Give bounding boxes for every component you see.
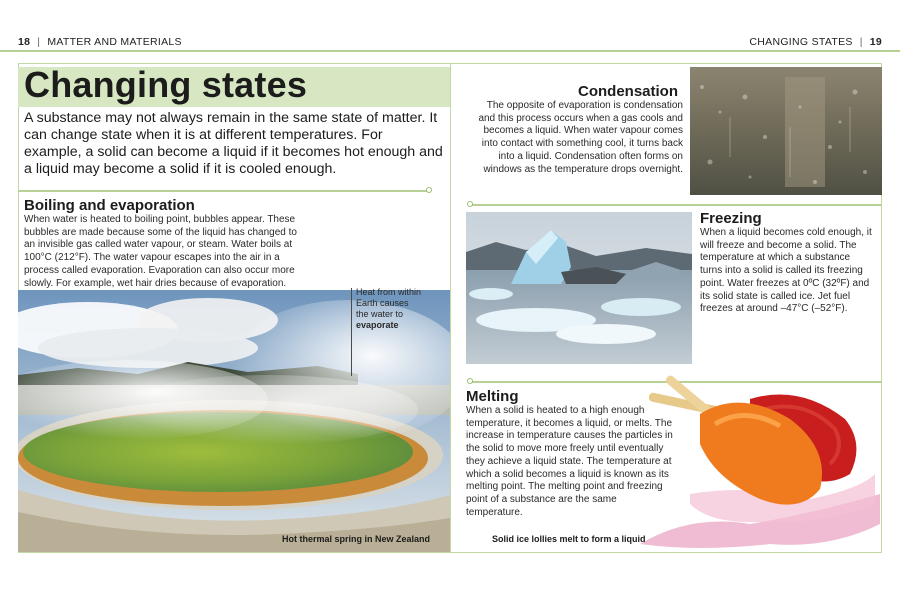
icebergs-illustration bbox=[466, 212, 692, 364]
freezing-body: When a liquid becomes cold enough, it will freeze and become a solid. The temperature at which a substance turns into a solid is called its freezing point. Water freezes at 0ºC (32ºF) and its solid state is called ice. Jet fuel freezes at around –47°C (–52°F). bbox=[700, 227, 872, 315]
divider-dot bbox=[426, 187, 432, 193]
ice-lollies-photo bbox=[630, 364, 882, 552]
header-rule bbox=[0, 50, 900, 52]
center-divider bbox=[450, 63, 451, 553]
icebergs-photo bbox=[466, 212, 692, 364]
section-divider bbox=[18, 190, 428, 192]
freezing-title: Freezing bbox=[700, 210, 762, 227]
condensation-body: The opposite of evaporation is condensation and this process occurs when a gas cools and becomes a liquid. When water vapour comes into contact with something cool, it turns back into a liquid. Condensation often forms on windows as the temperature drops overnight. bbox=[478, 100, 683, 175]
header-separator: | bbox=[859, 36, 863, 48]
boiling-title: Boiling and evaporation bbox=[24, 197, 195, 214]
condensation-title: Condensation bbox=[578, 83, 678, 100]
annotation-leader-line bbox=[351, 288, 352, 376]
melting-title: Melting bbox=[466, 388, 519, 405]
left-section-name: MATTER AND MATERIALS bbox=[47, 36, 182, 48]
header-separator: | bbox=[37, 36, 41, 48]
divider-dot bbox=[467, 201, 473, 207]
boiling-body: When water is heated to boiling point, bubbles appear. These bubbles are made because some of the liquid has changed to an invisible gas called water vapour, or steam. Water boils at 100°C (212°F). The water vapour escapes into the air in a process called evaporation. Evaporation can also occur more slowly. For example, wet hair dries because of evaporation. bbox=[24, 214, 297, 289]
section-divider bbox=[472, 204, 882, 206]
hot-spring-caption: Hot thermal spring in New Zealand bbox=[281, 534, 430, 544]
divider-dot bbox=[467, 378, 473, 384]
running-head-right bbox=[749, 36, 882, 48]
running-head-left bbox=[18, 36, 182, 48]
steam-annotation bbox=[356, 287, 422, 331]
left-page-number: 18 bbox=[18, 36, 31, 48]
condensation-illustration bbox=[690, 67, 882, 195]
intro-paragraph: A substance may not always remain in the same state of matter. It can change state when it is at different temperatures. For example, a solid can become a liquid if it becomes hot enough and a liquid may become a solid if it is cooled enough. bbox=[24, 110, 443, 177]
condensation-window-photo bbox=[690, 67, 882, 195]
annotation-text: Heat from within Earth causes the water to bbox=[356, 287, 422, 319]
page-title: Changing states bbox=[24, 64, 308, 105]
right-section-name: CHANGING STATES bbox=[749, 36, 853, 48]
annotation-keyword: evaporate bbox=[356, 320, 399, 330]
melting-body: When a solid is heated to a high enough temperature, it becomes a liquid, or melts. The increase in temperature causes the particles in the solid to move more freely until eventually they achieve a liquid state. The temperature at which a solid becomes a liquid is known as its melting point. The melting point and freezing point of a substance are the same temperature. bbox=[466, 405, 673, 518]
right-page-number: 19 bbox=[869, 36, 882, 48]
ice-lollies-caption: Solid ice lollies melt to form a liquid bbox=[492, 534, 646, 544]
ice-lollies-illustration bbox=[630, 364, 882, 552]
